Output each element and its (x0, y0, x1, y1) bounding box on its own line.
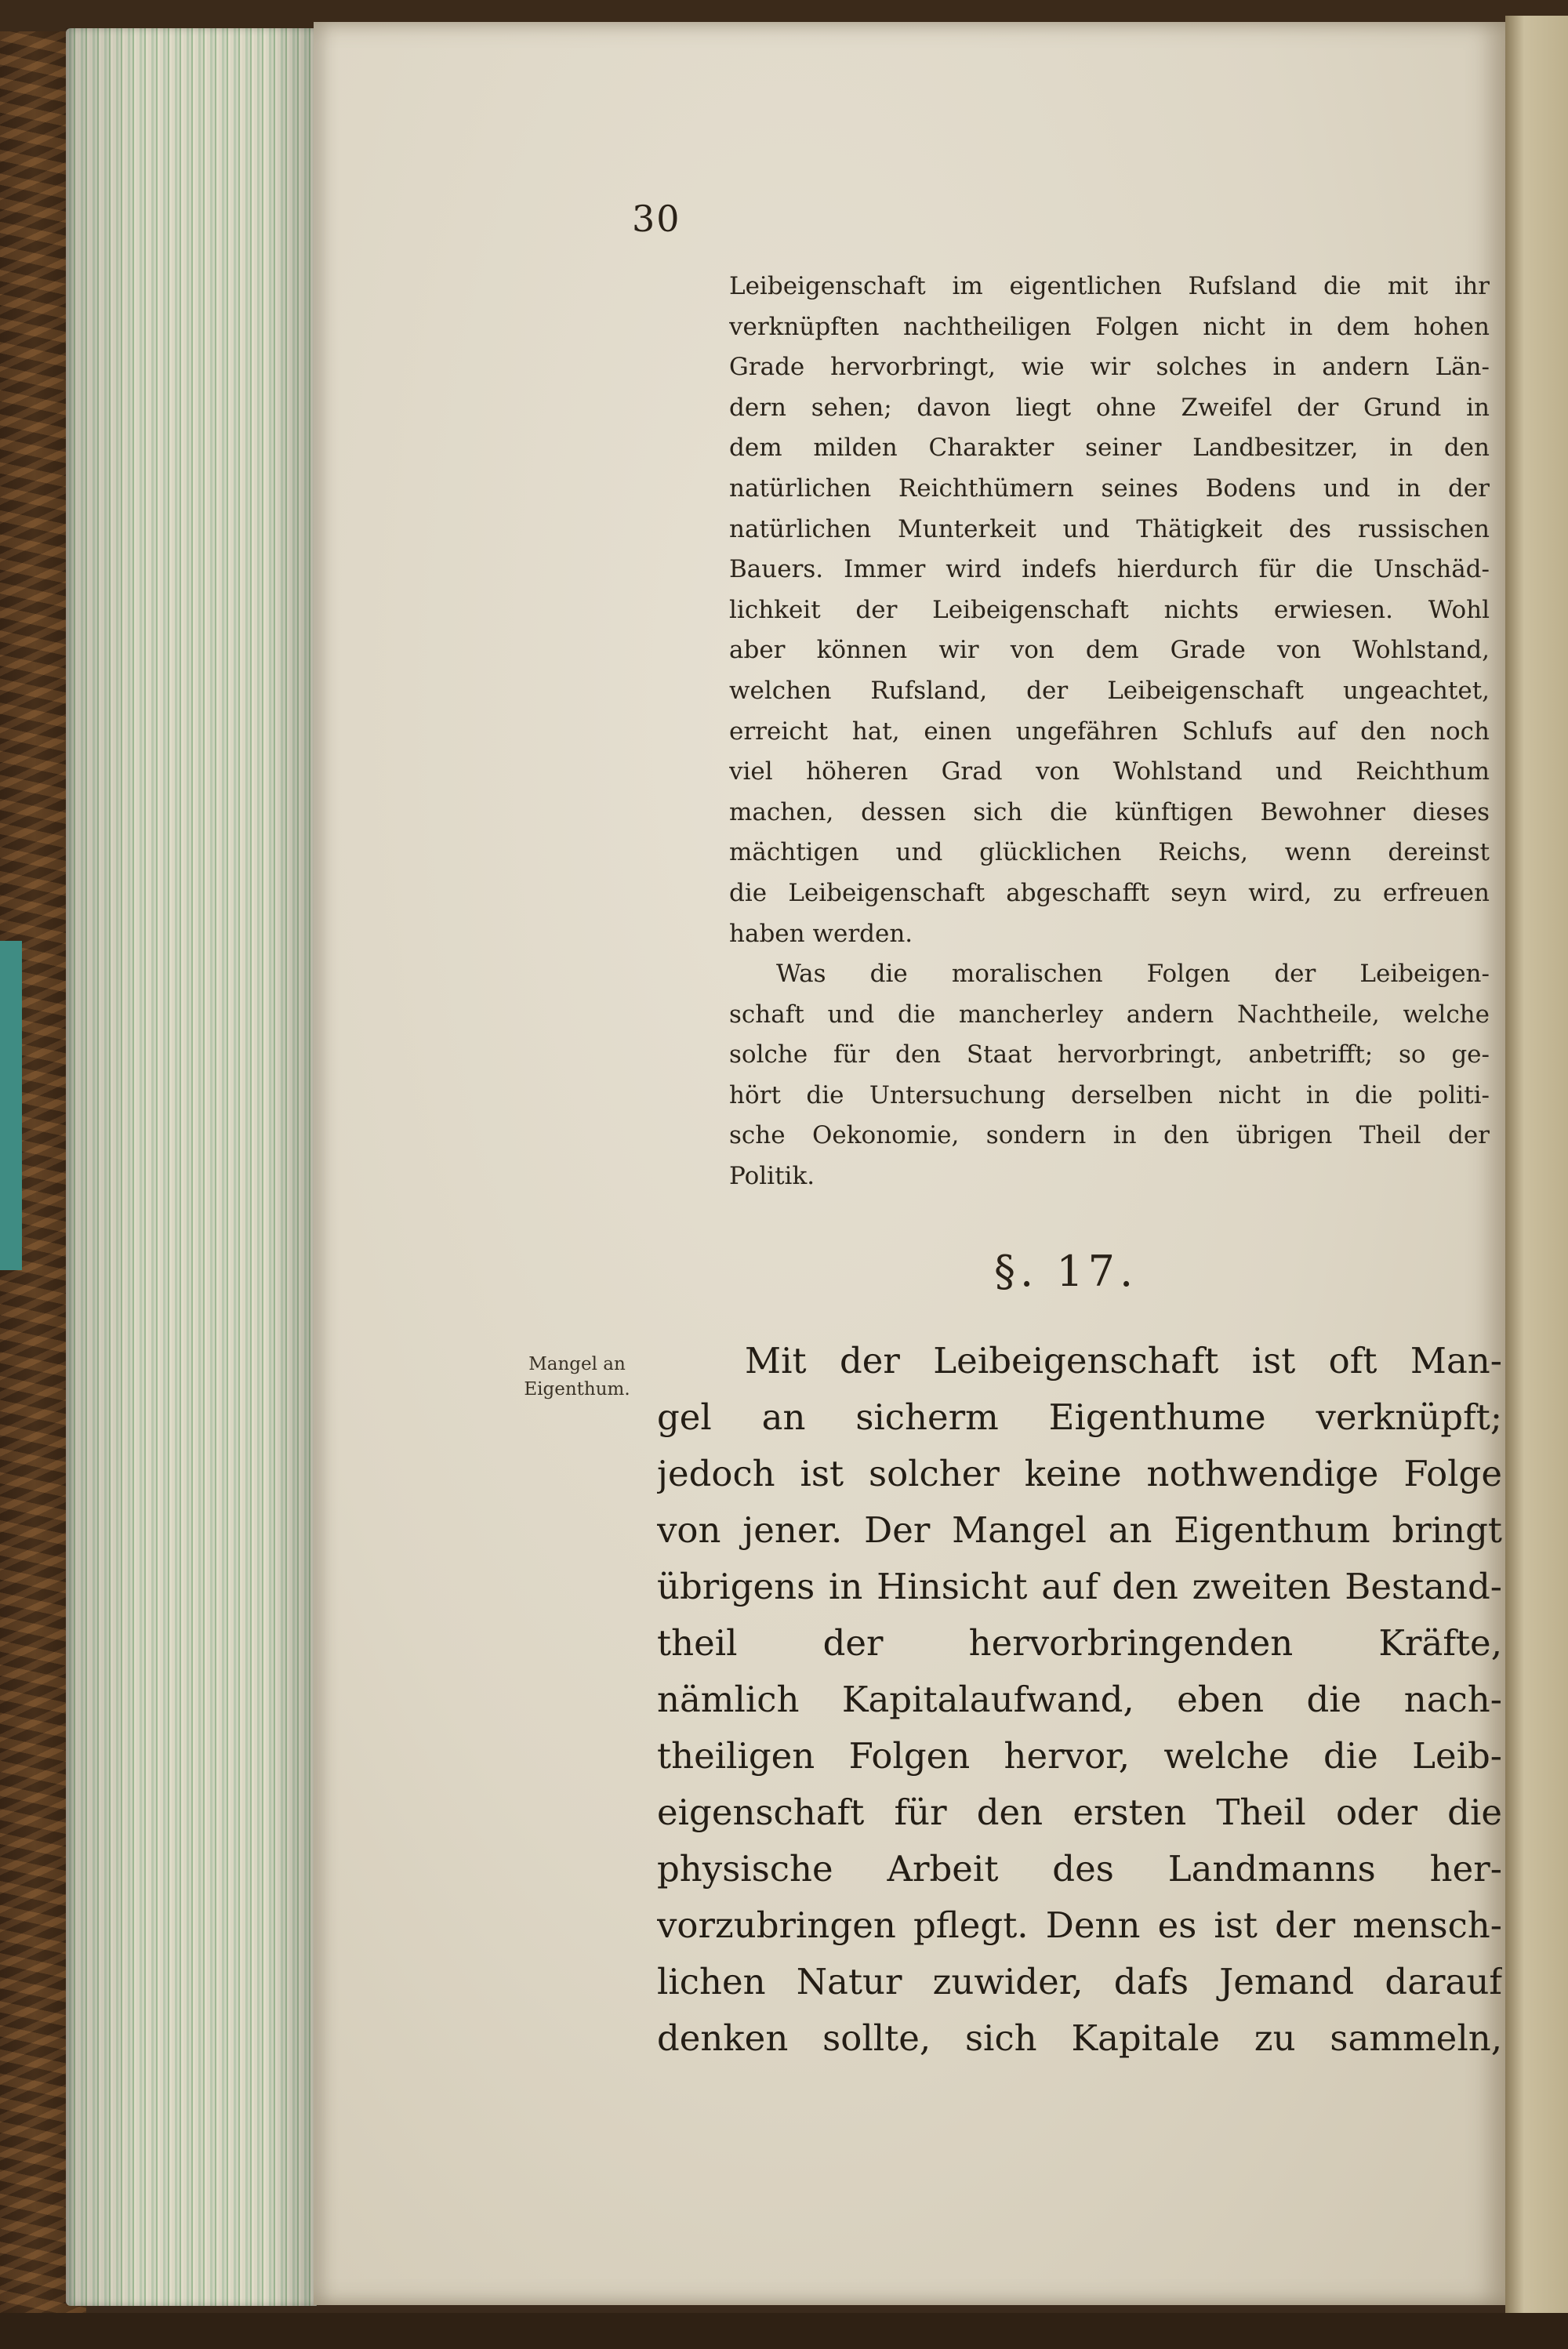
section-heading: §. 17. (994, 1247, 1138, 1296)
text-line: Leibeigenschaft im eigentlichen Rufsland die mit ihr (729, 272, 1490, 300)
text-line: die Leibeigenschaft abgeschafft seyn wird, zu erfreuen (729, 878, 1490, 907)
text-line: aber können wir von dem Grade von Wohlstand, (729, 636, 1490, 665)
text-line: Grade hervorbringt, wie wir solches in andern Län- (729, 353, 1490, 382)
text-line: schaft und die mancherley andern Nachtheile, welche (729, 1000, 1490, 1029)
text-line: haben werden. (729, 919, 913, 948)
text-line: nämlich Kapitalaufwand, eben die nach- (657, 1679, 1502, 1720)
text-line: von jener. Der Mangel an Eigenthum bringt (657, 1509, 1502, 1551)
text-line: jedoch ist solcher keine nothwendige Folge (657, 1453, 1502, 1494)
page-edges (66, 28, 317, 2306)
text-line: natürlichen Reichthümern seines Bodens und in der (729, 474, 1490, 503)
text-line: hört die Untersuchung derselben nicht in die politi- (729, 1080, 1490, 1109)
text-line: viel höheren Grad von Wohlstand und Reichthum (729, 757, 1490, 786)
text-line: eigenschaft für den ersten Theil oder die (657, 1792, 1502, 1833)
text-line: verknüpften nachtheiligen Folgen nicht in dem hohen (729, 312, 1490, 341)
text-line: lichkeit der Leibeigenschaft nichts erwiesen. Wohl (729, 595, 1490, 624)
text-line: denken sollte, sich Kapitale zu sammeln, (657, 2017, 1502, 2059)
text-line: theiligen Folgen hervor, welche die Leib- (657, 1735, 1502, 1777)
text-line: dern sehen; davon liegt ohne Zweifel der Grund in (729, 393, 1490, 422)
text-line: sche Oekonomie, sondern in den übrigen Theil der (729, 1121, 1490, 1150)
text-line: übrigens in Hinsicht auf den zweiten Bestand- (657, 1566, 1502, 1607)
text-line: natürlichen Munterkeit und Thätigkeit des russischen (729, 514, 1490, 543)
text-line: Bauers. Immer wird indefs hierdurch für die Unschäd- (729, 555, 1490, 584)
text-line: physische Arbeit des Landmanns her- (657, 1848, 1502, 1890)
next-page-edge (1505, 16, 1568, 2313)
text-line: erreicht hat, einen ungefähren Schlufs auf den noch (729, 717, 1490, 746)
text-line: Politik. (729, 1162, 815, 1191)
cover-bottom-edge (0, 2313, 1568, 2349)
marginal-note-line: Mangel an (528, 1354, 626, 1374)
upper-paragraphs (729, 267, 1490, 1197)
text-line: welchen Rufsland, der Leibeigenschaft ungeachtet, (729, 676, 1490, 705)
text-line: vorzubringen pflegt. Denn es ist der mensch- (657, 1904, 1502, 1946)
section-paragraph (657, 1333, 1502, 2067)
text-line: Was die moralischen Folgen der Leibeigen- (776, 960, 1490, 989)
text-line: Mit der Leibeigenschaft ist oft Man- (745, 1340, 1502, 1381)
endpaper-strip (0, 941, 22, 1270)
text-line: mächtigen und glücklichen Reichs, wenn dereinst (729, 838, 1490, 867)
text-line: solche für den Staat hervorbringt, anbetrifft; so ge- (729, 1040, 1490, 1069)
text-line: theil der hervorbringenden Kräfte, (657, 1622, 1502, 1664)
text-line: machen, dessen sich die künftigen Bewohner dieses (729, 797, 1490, 826)
page-number: 30 (632, 198, 681, 240)
marginal-note (499, 1352, 655, 1402)
marginal-note-line: Eigenthum. (524, 1379, 630, 1400)
text-line: gel an sicherm Eigenthume verknüpft; (657, 1396, 1502, 1438)
text-line: lichen Natur zuwider, dafs Jemand darauf (657, 1961, 1502, 2002)
text-line: dem milden Charakter seiner Landbesitzer, in den (729, 434, 1490, 463)
